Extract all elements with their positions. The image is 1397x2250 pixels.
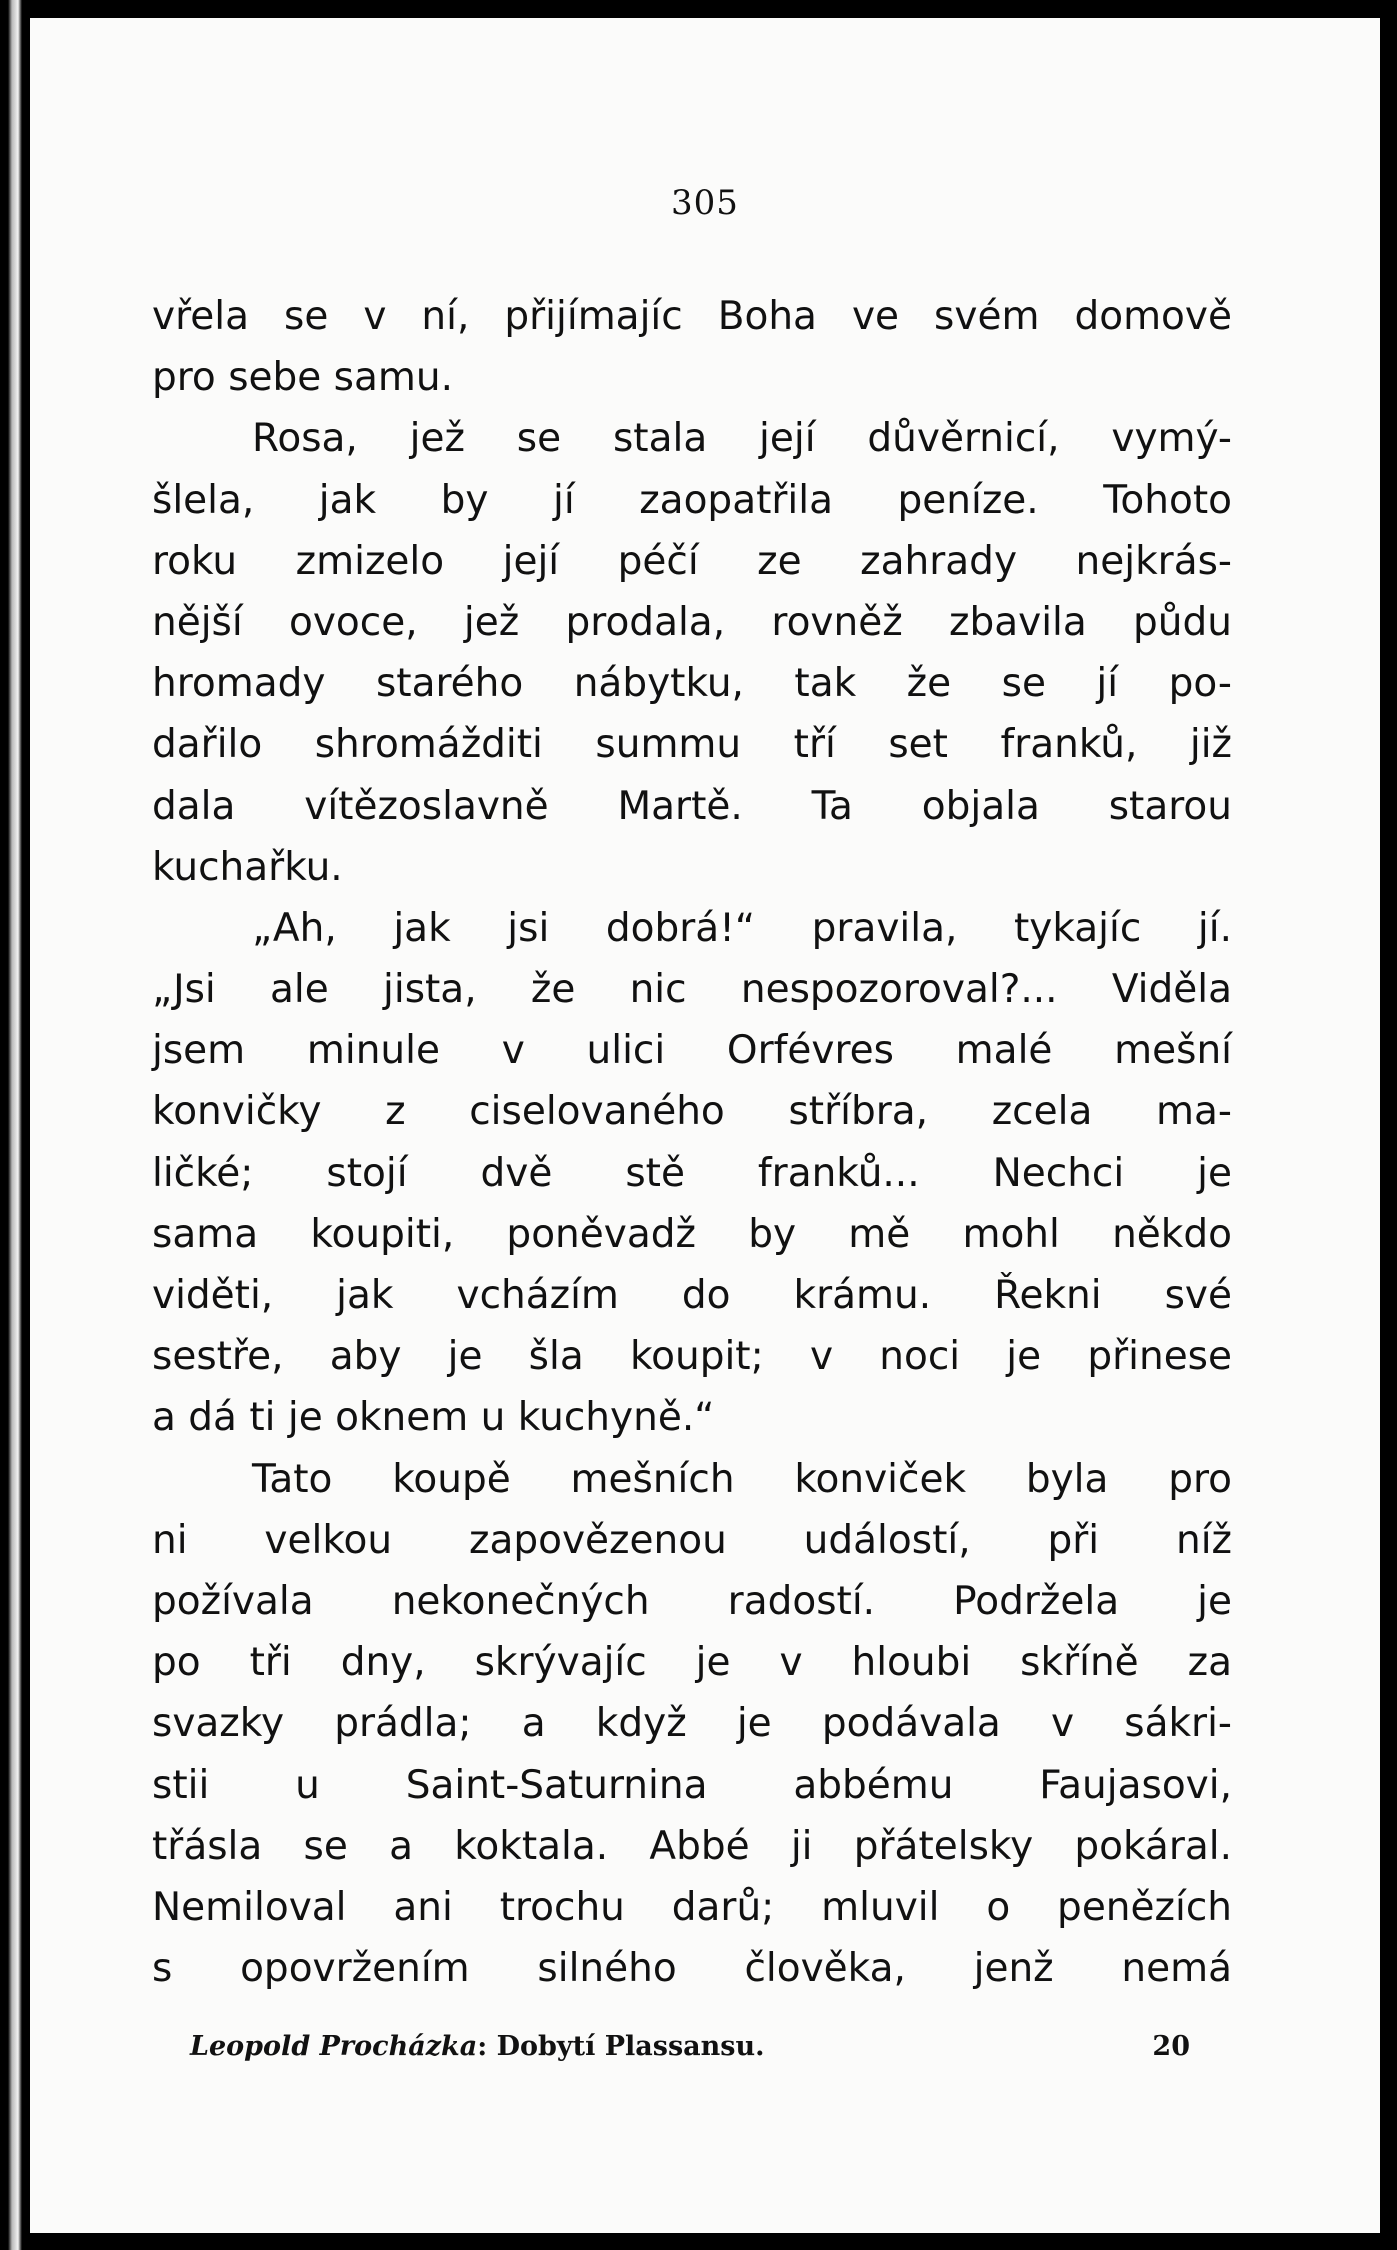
- text-line: Nemiloval ani trochu darů; mluvil o penězích: [152, 1884, 1232, 1930]
- text-line: požívala nekonečných radostí. Podržela je: [152, 1578, 1232, 1624]
- text-line: sama koupiti, poněvadž by mě mohl někdo: [152, 1211, 1232, 1257]
- text-line: třásla se a koktala. Abbé ji přátelsky pokáral.: [152, 1823, 1232, 1869]
- text-line: svazky prádla; a když je podávala v sákri-: [152, 1701, 1232, 1747]
- text-line: konvičky z ciselovaného stříbra, zcela ma-: [152, 1089, 1232, 1135]
- text-line: po tři dny, skrývajíc je v hloubi skříně za: [152, 1640, 1232, 1686]
- text-line: Rosa, jež se stala její důvěrnicí, vymý-: [252, 416, 1232, 462]
- text-line: „Ah, jak jsi dobrá!“ pravila, tykajíc jí.: [252, 905, 1232, 951]
- text-line: Tato koupě mešních konviček byla pro: [252, 1456, 1232, 1502]
- footer-author: Leopold Procházka: [190, 2031, 478, 2062]
- text-line: kuchařku.: [152, 844, 343, 890]
- text-line: stii u Saint-Saturnina abbému Faujasovi,: [152, 1762, 1232, 1808]
- text-line: s opovržením silného člověka, jenž nemá: [152, 1946, 1232, 1992]
- text-line: ličké; stojí dvě stě franků... Nechci je: [152, 1150, 1232, 1196]
- page-footer: [190, 2031, 1190, 2062]
- footer-separator: :: [477, 2031, 488, 2062]
- footer-title: Dobytí Plassansu.: [496, 2031, 765, 2062]
- page-number: 305: [671, 183, 739, 223]
- text-line: šlela, jak by jí zaopatřila peníze. Tohoto: [152, 477, 1232, 523]
- text-line: vřela se v ní, přijímajíc Boha ve svém domově: [152, 294, 1232, 339]
- text-line: ni velkou zapovězenou událostí, při níž: [152, 1517, 1232, 1563]
- text-line: dala vítězoslavně Martě. Ta objala starou: [152, 783, 1232, 829]
- scan-edge: [0, 0, 30, 2250]
- text-line: hromady starého nábytku, tak že se jí po-: [152, 661, 1232, 707]
- book-page: [30, 18, 1380, 2233]
- text-line: pro sebe samu.: [152, 355, 453, 401]
- text-line: sestře, aby je šla koupit; v noci je přinese: [152, 1334, 1232, 1380]
- text-line: dařilo shromážditi summu tří set franků, již: [152, 722, 1232, 768]
- text-line: viděti, jak vcházím do krámu. Řekni své: [152, 1273, 1232, 1318]
- signature-mark: 20: [1152, 2031, 1190, 2062]
- body-text: [152, 286, 1232, 1999]
- text-line: roku zmizelo její péčí ze zahrady nejkrás-: [152, 538, 1232, 584]
- text-line: nější ovoce, jež prodala, rovněž zbavila půdu: [152, 599, 1232, 645]
- text-line: „Jsi ale jista, že nic nespozoroval?... Viděla: [152, 967, 1232, 1013]
- text-line: a dá ti je oknem u kuchyně.“: [152, 1395, 715, 1441]
- text-line: jsem minule v ulici Orfévres malé mešní: [152, 1028, 1232, 1074]
